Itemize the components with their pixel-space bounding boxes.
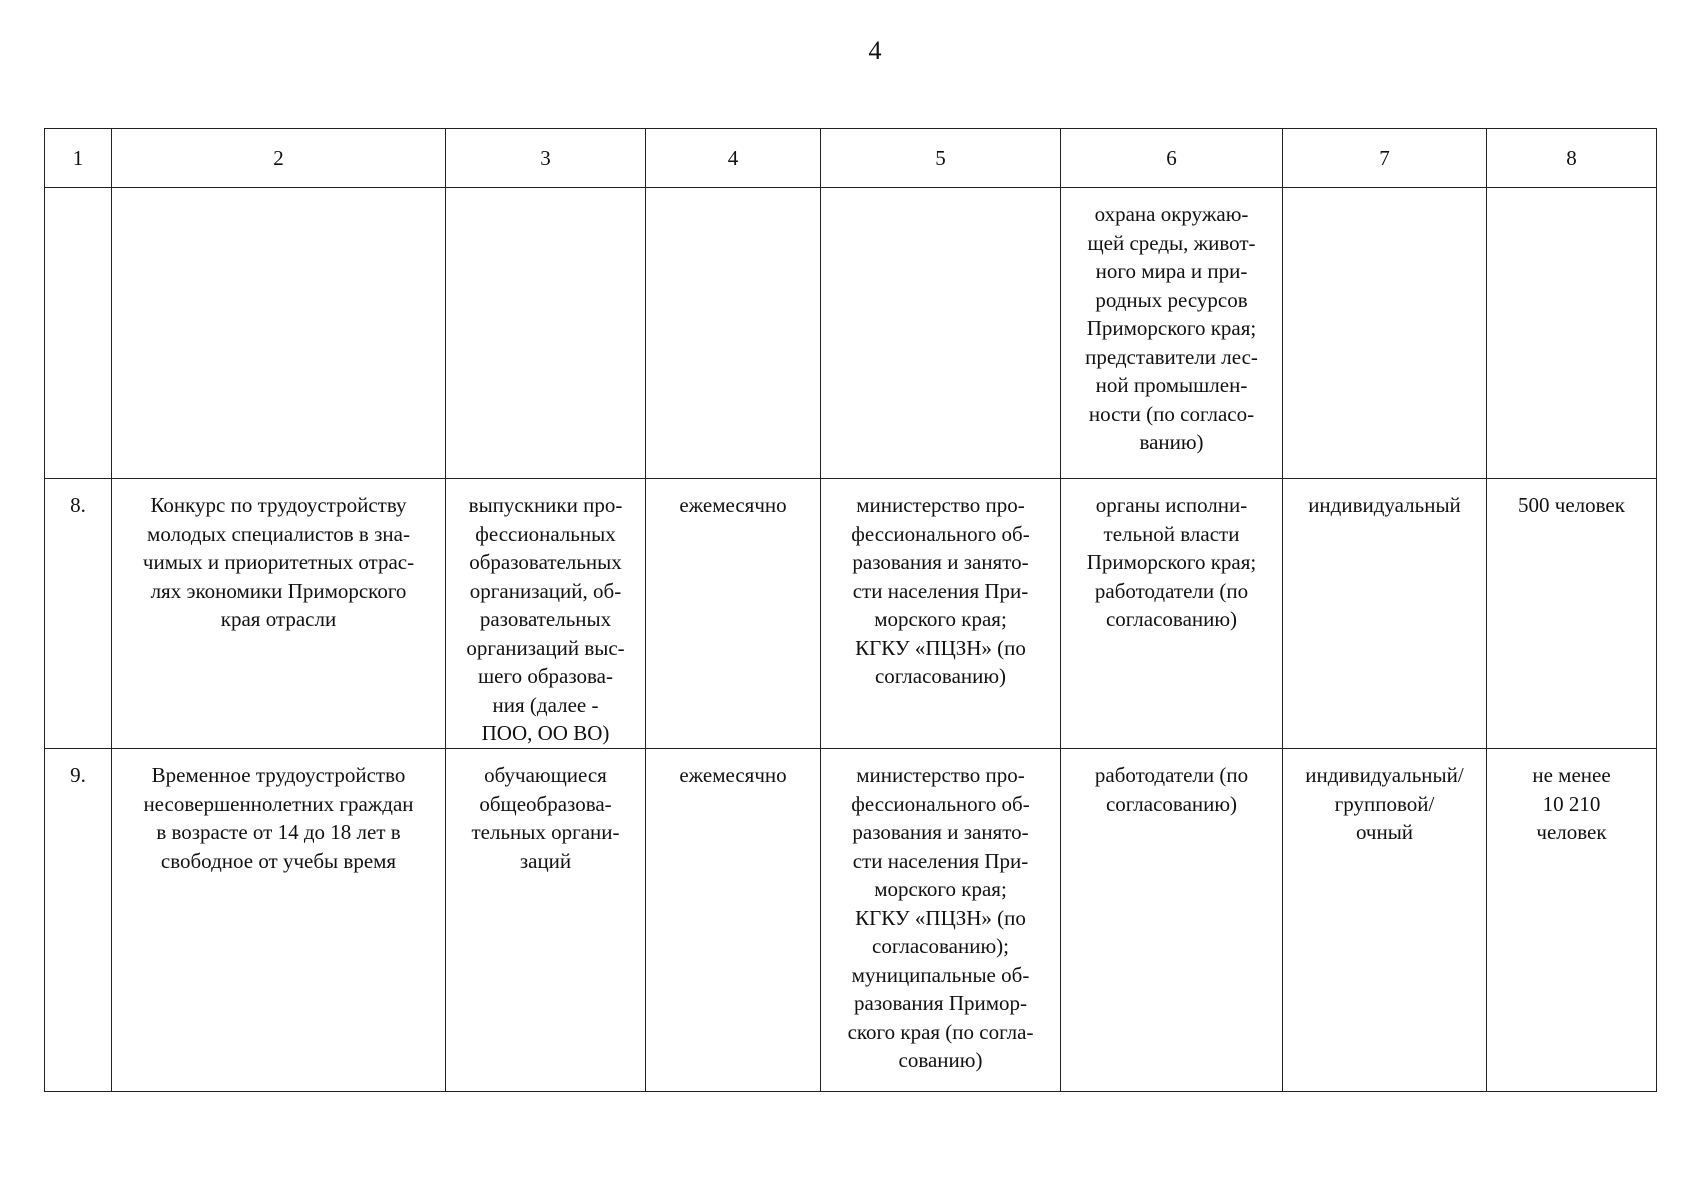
table-cell: [1061, 749, 1283, 1092]
table-cell: [446, 749, 646, 1092]
table-cell: [446, 479, 646, 749]
table-cell: [646, 479, 821, 749]
cell-text: ежемесячно: [679, 763, 787, 787]
table-cell: [112, 188, 446, 479]
table-cell: [821, 188, 1061, 479]
table-cell: [45, 188, 112, 479]
header-cell: 2: [112, 129, 446, 188]
table-cell: [1487, 749, 1657, 1092]
cell-text: работодатели (по согласованию): [1094, 763, 1249, 816]
table-header-row: [45, 129, 1657, 188]
table-cell: [821, 479, 1061, 749]
cell-text: обучающиеся общеобразова- тельных органи- заций: [471, 763, 620, 873]
header-cell: 1: [45, 129, 112, 188]
row-number: 9.: [70, 763, 86, 787]
cell-text: ежемесячно: [679, 493, 787, 517]
table-cell: [1487, 479, 1657, 749]
table-row: [45, 749, 1657, 1092]
table-cell: [45, 479, 112, 749]
table-cell: [1283, 749, 1487, 1092]
header-cell: 8: [1487, 129, 1657, 188]
table-row: [45, 188, 1657, 479]
table-cell: [446, 188, 646, 479]
cell-text: охрана окружаю- щей среды, живот- ного мира и при- родных ресурсов Приморского края; представители лес- ной промышлен- ности (по согласо- ванию): [1085, 202, 1258, 454]
header-cell: 6: [1061, 129, 1283, 188]
cell-text: министерство про- фессионального об- разования и занято- сти населения При- морского края; КГКУ «ПЦЗН» (по согласованию): [851, 493, 1030, 688]
table-cell: [1487, 188, 1657, 479]
row-number: 8.: [70, 493, 86, 517]
table-cell: [1061, 479, 1283, 749]
table-cell: [821, 749, 1061, 1092]
table-cell: [112, 479, 446, 749]
table-cell: [45, 749, 112, 1092]
header-cell: 7: [1283, 129, 1487, 188]
cell-text: индивидуальный: [1308, 493, 1461, 517]
table-cell: [1283, 188, 1487, 479]
table-cell: [646, 749, 821, 1092]
cell-text: выпускники про- фессиональных образовательных организаций, об- разовательных организаций выс- шего образова- ния (далее - ПОО, ОО ВО): [466, 493, 625, 745]
table-row: [45, 479, 1657, 749]
cell-text: органы исполни- тельной власти Приморского края; работодатели (по согласованию): [1086, 493, 1257, 631]
cell-text: министерство про- фессионального об- разования и занято- сти населения При- морского края; КГКУ «ПЦЗН» (по согласованию); муниципальные об- разования Примор- ского края (по согла- сованию): [847, 763, 1034, 1072]
table-cell: [646, 188, 821, 479]
header-cell: 3: [446, 129, 646, 188]
table-cell: [1283, 479, 1487, 749]
page-number: 4: [868, 36, 882, 65]
cell-text: не менее 10 210 человек: [1532, 763, 1611, 844]
cell-text: Конкурс по трудоустройству молодых специалистов в зна- чимых и приоритетных отрас- лях экономики Приморского края отрасли: [142, 493, 415, 631]
cell-text: индивидуальный/ групповой/ очный: [1305, 763, 1464, 844]
cell-text: 500 человек: [1518, 493, 1625, 517]
header-cell: 4: [646, 129, 821, 188]
cell-text: Временное трудоустройство несовершеннолетних граждан в возрасте от 14 до 18 лет в свободное от учебы время: [143, 763, 414, 873]
table-cell: [112, 749, 446, 1092]
header-cell: 5: [821, 129, 1061, 188]
table-cell: [1061, 188, 1283, 479]
activities-table: [44, 128, 1657, 1092]
